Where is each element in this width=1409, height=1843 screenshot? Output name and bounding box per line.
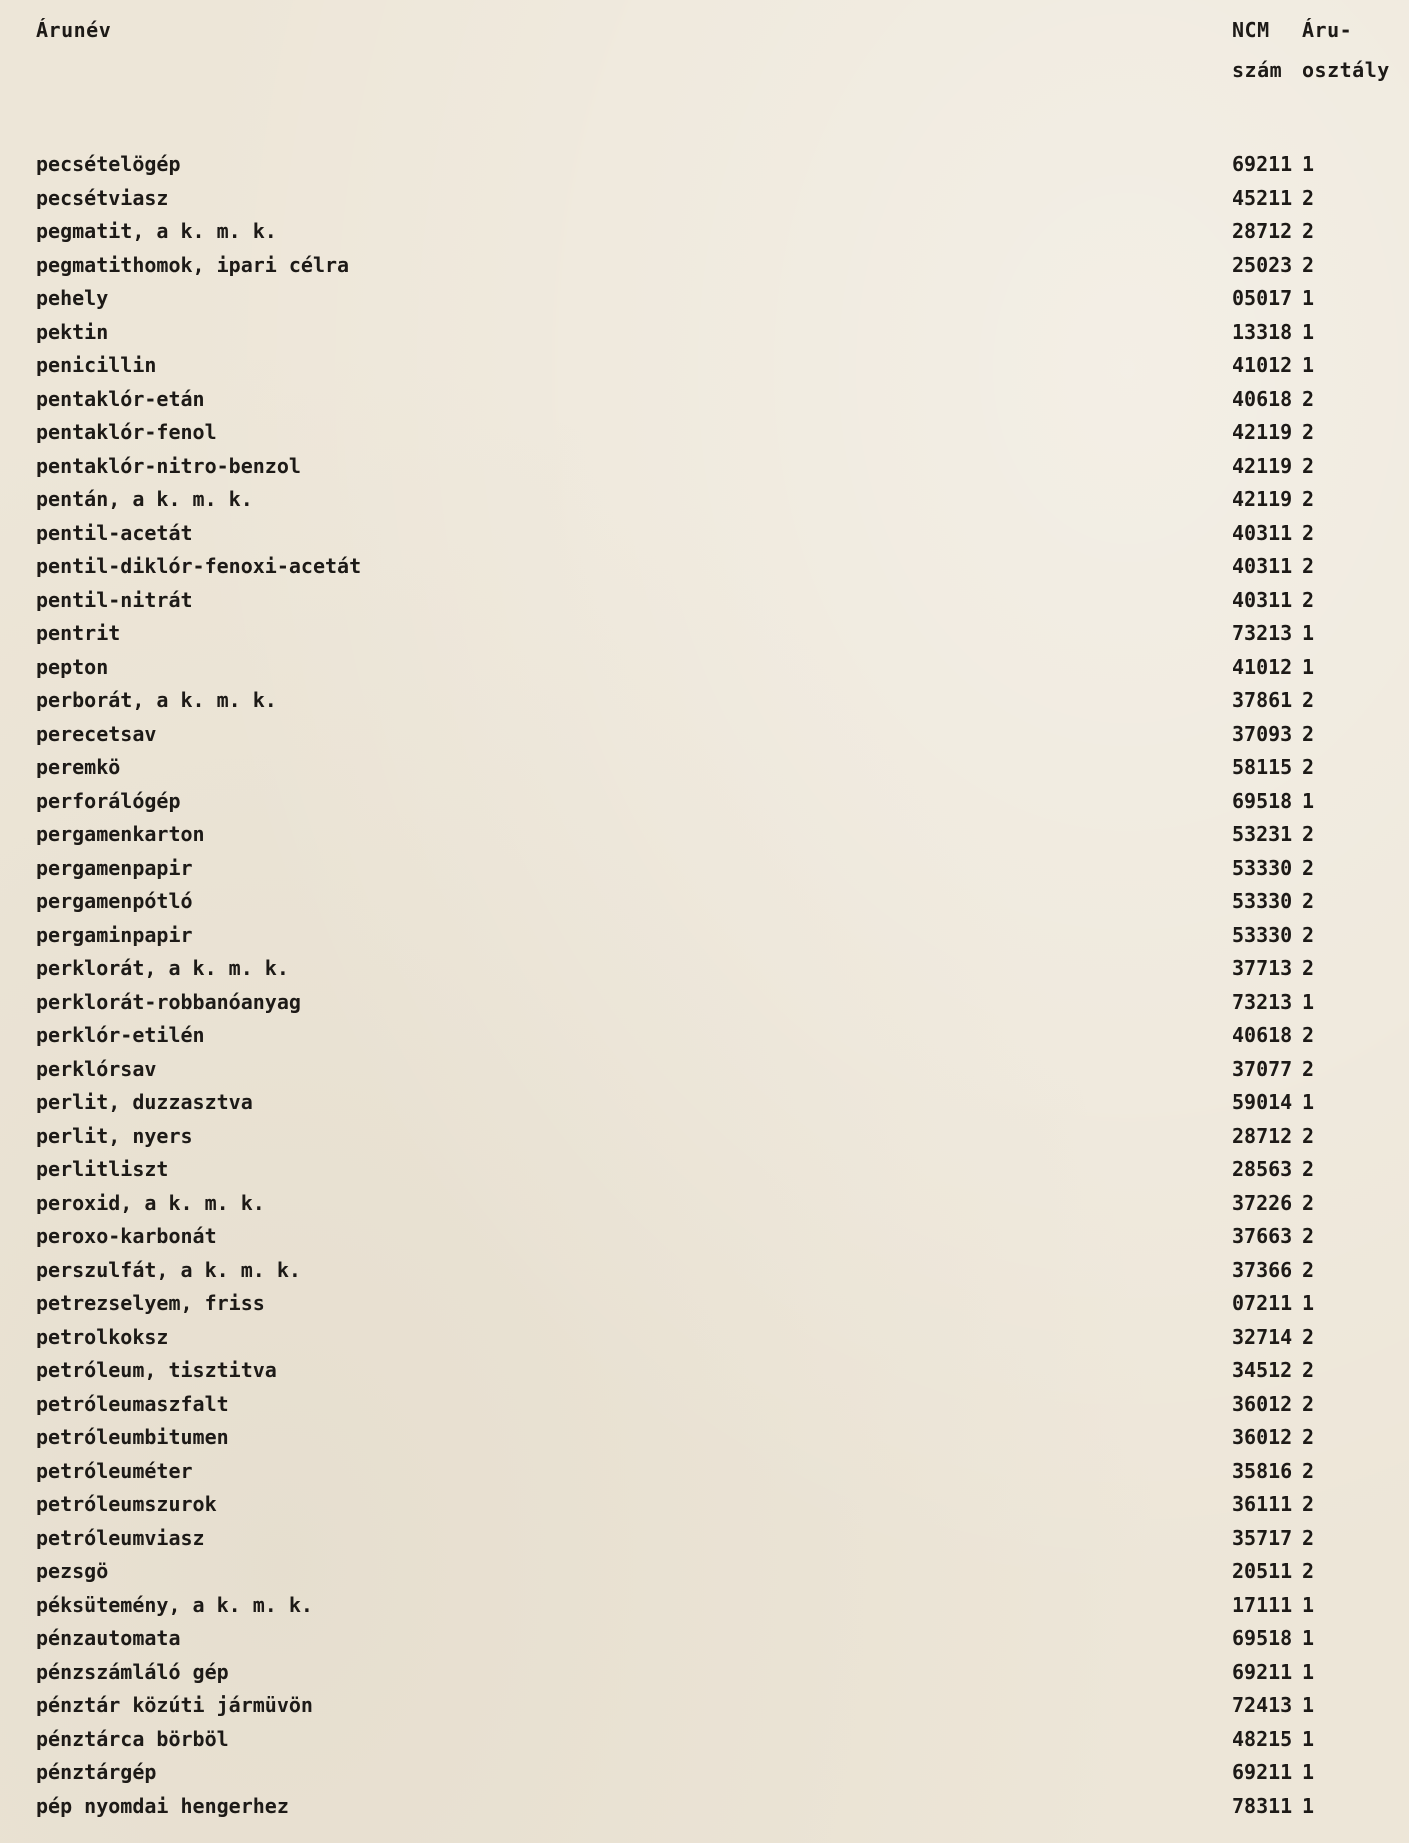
item-ncm-number: 36012 [1232, 1391, 1293, 1416]
list-item [0, 1589, 1409, 1623]
item-name: pénzszámláló gép [36, 1659, 229, 1684]
list-item [0, 584, 1409, 618]
item-class: 1 [1302, 788, 1315, 813]
list-item [0, 1522, 1409, 1556]
item-ncm-number: 78311 [1232, 1793, 1293, 1818]
item-ncm-number: 69211 [1232, 152, 1293, 176]
item-class: 2 [1302, 822, 1315, 846]
item-class: 2 [1302, 1190, 1315, 1215]
item-ncm-number: 28563 [1232, 1157, 1293, 1181]
item-name: pegmatit, a k. m. k. [36, 219, 277, 243]
column-header-class: Áru- [1302, 18, 1353, 42]
list-item [0, 852, 1409, 886]
item-class: 1 [1302, 1793, 1315, 1818]
item-class: 2 [1302, 889, 1315, 913]
list-item [0, 182, 1409, 216]
item-name: pehely [36, 286, 109, 310]
item-name: perszulfát, a k. m. k. [36, 1257, 301, 1282]
item-name: perklorát, a k. m. k. [36, 956, 289, 980]
item-ncm-number: 40311 [1232, 587, 1293, 612]
item-ncm-number: 07211 [1232, 1291, 1293, 1315]
list-item [0, 249, 1409, 283]
item-class: 2 [1302, 219, 1315, 243]
item-name: pergamenkarton [36, 822, 205, 846]
list-item [0, 818, 1409, 852]
item-name: petróleumviasz [36, 1525, 205, 1550]
item-ncm-number: 41012 [1232, 654, 1293, 679]
item-class: 1 [1302, 319, 1315, 344]
item-class: 2 [1302, 1358, 1315, 1382]
item-name: petrolkoksz [36, 1324, 169, 1349]
list-item [0, 1488, 1409, 1522]
list-item [0, 383, 1409, 417]
list-item [0, 684, 1409, 718]
list-item [0, 1254, 1409, 1288]
item-name: perklór-etilén [36, 1023, 205, 1047]
list-item [0, 952, 1409, 986]
item-name: pentaklór-etán [36, 386, 205, 411]
item-class: 1 [1302, 1760, 1315, 1784]
list-item [0, 316, 1409, 350]
item-ncm-number: 35717 [1232, 1525, 1293, 1550]
item-ncm-number: 72413 [1232, 1693, 1293, 1717]
item-class: 2 [1302, 520, 1315, 545]
list-item [0, 1622, 1409, 1656]
item-ncm-number: 37226 [1232, 1190, 1293, 1215]
list-item [0, 517, 1409, 551]
item-ncm-number: 73213 [1232, 989, 1293, 1014]
item-ncm-number: 48215 [1232, 1726, 1293, 1751]
item-ncm-number: 37077 [1232, 1056, 1293, 1081]
item-ncm-number: 28712 [1232, 1123, 1293, 1148]
commodity-list [0, 148, 1409, 1823]
list-item [0, 1220, 1409, 1254]
list-item [0, 919, 1409, 953]
item-name: pecsétviasz [36, 185, 169, 210]
item-class: 2 [1302, 1023, 1315, 1047]
item-ncm-number: 05017 [1232, 286, 1293, 310]
item-ncm-number: 17111 [1232, 1592, 1293, 1617]
item-class: 2 [1302, 956, 1315, 980]
item-ncm-number: 59014 [1232, 1090, 1293, 1114]
item-ncm-number: 13318 [1232, 319, 1293, 344]
list-item [0, 1723, 1409, 1757]
item-name: petróleum, tisztitva [36, 1358, 277, 1382]
item-name: pentán, a k. m. k. [36, 487, 253, 511]
item-ncm-number: 25023 [1232, 252, 1293, 277]
list-item [0, 1790, 1409, 1824]
item-class: 2 [1302, 721, 1315, 746]
item-name: petróleuméter [36, 1458, 193, 1483]
item-ncm-number: 69211 [1232, 1659, 1293, 1684]
item-ncm-number: 37366 [1232, 1257, 1293, 1282]
item-name: pénztárgép [36, 1760, 157, 1784]
list-item [0, 450, 1409, 484]
column-header-name: Árunév [36, 18, 112, 42]
item-ncm-number: 20511 [1232, 1559, 1293, 1583]
item-class: 2 [1302, 554, 1315, 578]
item-name: pergamenpótló [36, 889, 193, 913]
item-ncm-number: 42119 [1232, 420, 1293, 444]
item-name: pezsgö [36, 1559, 109, 1583]
item-name: peroxid, a k. m. k. [36, 1190, 265, 1215]
list-item [0, 617, 1409, 651]
item-class: 2 [1302, 420, 1315, 444]
item-ncm-number: 36012 [1232, 1425, 1293, 1449]
item-class: 1 [1302, 621, 1315, 645]
item-ncm-number: 36111 [1232, 1492, 1293, 1516]
item-ncm-number: 69518 [1232, 1626, 1293, 1650]
list-item [0, 282, 1409, 316]
item-name: perklórsav [36, 1056, 157, 1081]
item-name: perforálógép [36, 788, 181, 813]
item-class: 1 [1302, 1090, 1315, 1114]
item-ncm-number: 53330 [1232, 855, 1293, 880]
item-name: perlitliszt [36, 1157, 169, 1181]
item-class: 1 [1302, 152, 1315, 176]
item-name: pergamenpapir [36, 855, 193, 880]
item-ncm-number: 53330 [1232, 922, 1293, 947]
item-class: 2 [1302, 922, 1315, 947]
item-class: 1 [1302, 1726, 1315, 1751]
list-item [0, 651, 1409, 685]
item-ncm-number: 40618 [1232, 1023, 1293, 1047]
item-name: petrezselyem, friss [36, 1291, 265, 1315]
list-item [0, 1153, 1409, 1187]
item-class: 2 [1302, 755, 1315, 779]
list-item [0, 416, 1409, 450]
item-name: péksütemény, a k. m. k. [36, 1592, 313, 1617]
item-name: perborát, a k. m. k. [36, 688, 277, 712]
list-item [0, 718, 1409, 752]
item-ncm-number: 34512 [1232, 1358, 1293, 1382]
item-class: 1 [1302, 353, 1315, 377]
list-item [0, 1421, 1409, 1455]
list-item [0, 1053, 1409, 1087]
item-class: 1 [1302, 1592, 1315, 1617]
item-name: petróleumbitumen [36, 1425, 229, 1449]
item-name: peroxo-karbonát [36, 1224, 217, 1248]
list-item [0, 349, 1409, 383]
item-ncm-number: 40311 [1232, 520, 1293, 545]
item-name: pentil-nitrát [36, 587, 193, 612]
list-item [0, 1455, 1409, 1489]
item-name: penicillin [36, 353, 157, 377]
item-class: 2 [1302, 1391, 1315, 1416]
list-item [0, 215, 1409, 249]
item-name: pentil-diklór-fenoxi-acetát [36, 554, 362, 578]
item-name: pentrit [36, 621, 121, 645]
list-item [0, 785, 1409, 819]
item-class: 2 [1302, 1123, 1315, 1148]
item-name: pénztár közúti jármüvön [36, 1693, 313, 1717]
list-item [0, 1321, 1409, 1355]
list-item [0, 1555, 1409, 1589]
item-ncm-number: 42119 [1232, 453, 1293, 478]
item-name: pecsételögép [36, 152, 181, 176]
list-item [0, 550, 1409, 584]
item-ncm-number: 37663 [1232, 1224, 1293, 1248]
item-ncm-number: 37713 [1232, 956, 1293, 980]
list-item [0, 986, 1409, 1020]
item-ncm-number: 73213 [1232, 621, 1293, 645]
item-class: 1 [1302, 1626, 1315, 1650]
item-class: 2 [1302, 587, 1315, 612]
item-class: 1 [1302, 989, 1315, 1014]
item-class: 2 [1302, 185, 1315, 210]
item-class: 1 [1302, 1291, 1315, 1315]
list-item [0, 1019, 1409, 1053]
column-header-ncm: NCM [1232, 18, 1270, 42]
list-item [0, 1287, 1409, 1321]
item-ncm-number: 45211 [1232, 185, 1293, 210]
item-ncm-number: 53330 [1232, 889, 1293, 913]
item-class: 1 [1302, 286, 1315, 310]
list-item [0, 1756, 1409, 1790]
list-item [0, 1120, 1409, 1154]
item-name: perecetsav [36, 721, 157, 746]
column-header-ncm-sub: szám [1232, 58, 1283, 82]
item-class: 2 [1302, 1056, 1315, 1081]
item-class: 2 [1302, 386, 1315, 411]
item-ncm-number: 40618 [1232, 386, 1293, 411]
item-ncm-number: 69211 [1232, 1760, 1293, 1784]
list-item [0, 1354, 1409, 1388]
list-item [0, 1388, 1409, 1422]
item-ncm-number: 42119 [1232, 487, 1293, 511]
list-item [0, 1086, 1409, 1120]
item-class: 1 [1302, 654, 1315, 679]
item-class: 2 [1302, 487, 1315, 511]
item-class: 1 [1302, 1659, 1315, 1684]
item-ncm-number: 35816 [1232, 1458, 1293, 1483]
item-name: perklorát-robbanóanyag [36, 989, 301, 1014]
item-class: 2 [1302, 1525, 1315, 1550]
item-ncm-number: 41012 [1232, 353, 1293, 377]
item-class: 2 [1302, 1492, 1315, 1516]
item-ncm-number: 32714 [1232, 1324, 1293, 1349]
item-class: 1 [1302, 1693, 1315, 1717]
item-class: 2 [1302, 1425, 1315, 1449]
item-name: pénzautomata [36, 1626, 181, 1650]
list-item [0, 1656, 1409, 1690]
item-ncm-number: 28712 [1232, 219, 1293, 243]
item-name: pergaminpapir [36, 922, 193, 947]
item-name: pénztárca börböl [36, 1726, 229, 1751]
item-ncm-number: 37093 [1232, 721, 1293, 746]
item-name: pegmatithomok, ipari célra [36, 252, 350, 277]
item-name: pepton [36, 654, 109, 679]
list-item [0, 751, 1409, 785]
list-item [0, 885, 1409, 919]
item-class: 2 [1302, 1458, 1315, 1483]
item-class: 2 [1302, 1257, 1315, 1282]
item-name: perlit, nyers [36, 1123, 193, 1148]
item-class: 2 [1302, 1157, 1315, 1181]
item-name: pentaklór-fenol [36, 420, 217, 444]
item-class: 2 [1302, 855, 1315, 880]
list-item [0, 1689, 1409, 1723]
item-name: petróleumszurok [36, 1492, 217, 1516]
list-item [0, 148, 1409, 182]
item-name: petróleumaszfalt [36, 1391, 229, 1416]
item-ncm-number: 58115 [1232, 755, 1293, 779]
item-class: 2 [1302, 688, 1315, 712]
list-item [0, 1187, 1409, 1221]
item-class: 2 [1302, 1324, 1315, 1349]
item-name: pép nyomdai hengerhez [36, 1793, 289, 1818]
item-name: peremkö [36, 755, 121, 779]
item-ncm-number: 37861 [1232, 688, 1293, 712]
list-item [0, 483, 1409, 517]
item-name: pentil-acetát [36, 520, 193, 545]
item-ncm-number: 53231 [1232, 822, 1293, 846]
item-class: 2 [1302, 1559, 1315, 1583]
column-header-class-sub: osztály [1302, 58, 1390, 82]
item-ncm-number: 40311 [1232, 554, 1293, 578]
item-name: perlit, duzzasztva [36, 1090, 253, 1114]
item-name: pentaklór-nitro-benzol [36, 453, 301, 478]
item-name: pektin [36, 319, 109, 344]
item-ncm-number: 69518 [1232, 788, 1293, 813]
item-class: 2 [1302, 453, 1315, 478]
item-class: 2 [1302, 1224, 1315, 1248]
item-class: 2 [1302, 252, 1315, 277]
